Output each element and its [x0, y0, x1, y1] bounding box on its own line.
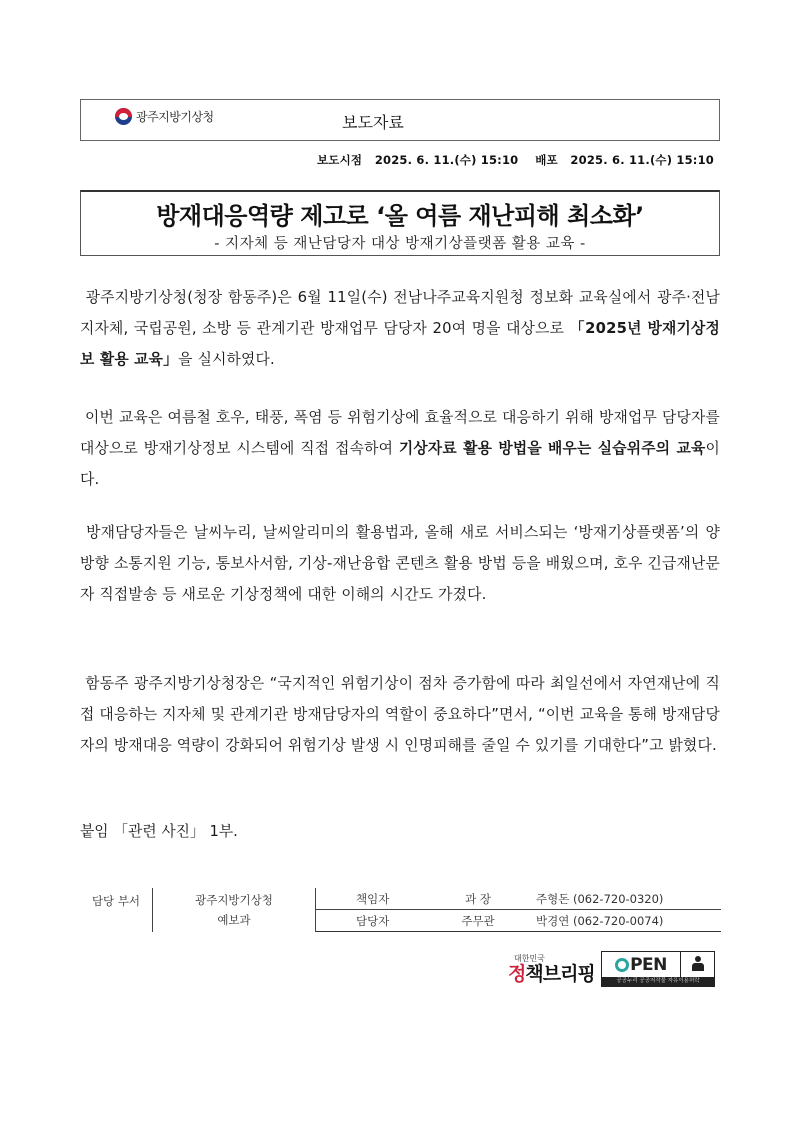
kogl-open-license-badge	[601, 951, 715, 987]
contact-person: 박경연 (062-720-0074)	[516, 910, 721, 932]
briefing-big-text: 정책브리핑	[508, 963, 595, 985]
person-attribution-icon	[691, 956, 705, 974]
dept-label: 담당 부서	[80, 888, 153, 932]
p2-emphasis: 기상자료 활용 방법을 배우는 실습위주의 교육	[398, 440, 706, 457]
p4-text: 함동주 광주지방기상청장은 “국지적인 위험기상이 점차 증가함에 따라 최일선에서 자연재난에 직접 대응하는 지자체 및 관계기관 방재담당자의 역할이 중요하다”면서, “이번 교육을 통해 방재담당자의 방재대응 역량이 강화되어 위험기상 발생 시 인명피해를 줄일 수 있기를 기대한다”고 밝혔다.	[80, 675, 720, 754]
p2-text: 이번 교육은 여름철 호우, 태풍, 폭염 등 위험기상에 효율적으로 대응하기 위해 방재업무 담당자를 대상으로 방재기상정보 시스템에 직접 접속하여	[80, 409, 720, 457]
contact-role: 담당자	[316, 910, 441, 932]
contact-row	[80, 888, 721, 910]
open-o-icon	[615, 958, 629, 972]
p1-text: 광주지방기상청(청장 함동주)은 6월 11일(수) 전남나주교육지원청 정보화 교육실에서 광주·전남 지자체, 국립공원, 소방 등 관계기관 방재업무 담당자 20여 명을 대상으로	[80, 289, 720, 337]
contact-title: 과 장	[440, 888, 516, 910]
open-license-caption: 공공누리 공공저작물 자유이용허락	[602, 977, 714, 986]
agency-logo	[115, 108, 214, 125]
p3-text: 방재담당자들은 날씨누리, 날씨알리미의 활용법과, 올해 새로 서비스되는 ‘방재기상플랫폼’의 양방향 소통지원 기능, 통보사서함, 기상-재난융합 콘텐츠 활용 방법 등을 배웠으며, 호우 긴급재난문자 직접발송 등 새로운 기상정책에 대한 이해의 시간도 가졌다.	[80, 524, 720, 603]
contact-title: 주무관	[440, 910, 516, 932]
agency-name: 광주지방기상청	[136, 110, 214, 124]
dept-name-line-2: 예보과	[217, 912, 251, 927]
contact-person: 주형돈 (062-720-0320)	[516, 888, 721, 910]
dept-name	[153, 888, 316, 932]
p2-tail: 이다.	[80, 440, 720, 488]
open-text: PEN	[630, 955, 667, 975]
contact-role: 책임자	[316, 888, 441, 910]
open-logo	[602, 952, 681, 978]
body-paragraph-4	[80, 668, 720, 761]
attribution-type	[681, 952, 714, 978]
sub-headline: - 지자체 등 재난담당자 대상 방재기상플랫폼 활용 교육 -	[214, 236, 586, 252]
taegeuk-logo-icon	[115, 108, 132, 125]
attachment-note: 붙임 「관련 사진」 1부.	[80, 823, 238, 840]
body-paragraph-3	[80, 517, 720, 610]
contact-table	[80, 888, 721, 932]
body-paragraph-2	[80, 402, 720, 495]
briefing-small-text: 대한민국	[514, 954, 545, 963]
body-paragraph-1	[80, 282, 720, 375]
release-info: 보도시점 2025. 6. 11.(수) 15:10 배포 2025. 6. 11.(수) 15:10	[316, 153, 714, 167]
p1-emphasis: 「2025년 방재기상정보 활용 교육」	[80, 320, 721, 368]
p1-tail: 을 실시하였다.	[178, 351, 275, 368]
policy-briefing-logo	[508, 953, 595, 984]
main-headline: 방재대응역량 제고로 ‘올 여름 재난피해 최소화’	[156, 202, 644, 230]
doc-type-label: 보도자료	[342, 113, 404, 132]
dept-name-line-1: 광주지방기상청	[195, 892, 273, 907]
